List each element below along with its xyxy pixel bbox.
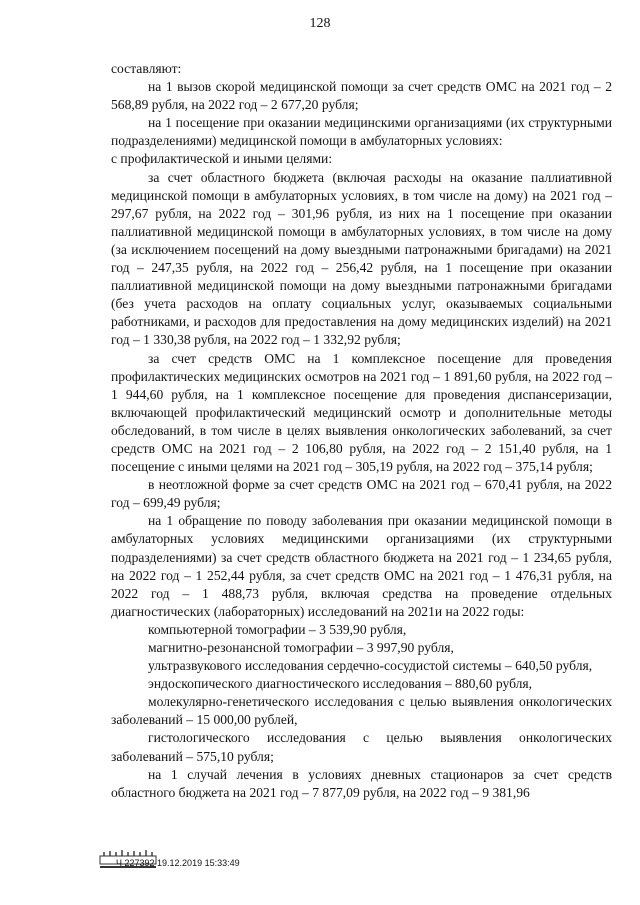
paragraph: на 1 случай лечения в условиях дневных стационаров за счет средств областного бюджета на 2021 год – 7 877,09 рубля, на 2022 год – 9 381,96 [111,766,612,800]
list-item: гистологического исследования с целью выявления онкологических заболеваний – 575,10 рубля; [111,730,612,764]
list-item: магнитно-резонансной томографии – 3 997,90 рубля, [148,640,454,655]
list-item: компьютерной томографии – 3 539,90 рубля, [148,621,407,637]
list-item: ультразвукового исследования сердечно-сосудистой системы – 640,50 рубля, [148,658,593,674]
paragraph: за счет областного бюджета (включая расходы на оказание паллиативной медицинской помощи в амбулаторных условиях, в том числе на дому) на 2021 год – 297,67 рубля, на 2022 год – 301,96 рубля, из них на 1 посещение при оказании паллиативной медицинской помощи в амбулаторных условиях, в том числе на дому (за исключением посещений на дому выездными патронажными бригадами) на 2021 год – 247,35 рубля, на 2022 год – 256,42 рубля, на 1 посещение при оказании паллиативной медицинской помощи на дому выездными патронажными бригадами (без учета расходов на оплату социальных услуг, оказываемых социальными работниками, и расходов для предоставления на дому медицинских изделий) на 2021 год – 1 330,38 рубля, на 2022 год – 1 332,92 рубля; [111,169,612,348]
paragraph: за счет средств ОМС на 1 комплексное посещение для проведения профилактических медицинских осмотров на 2021 год – 1 891,60 рубля, на 2022 год – 1 944,60 рубля, на 1 комплексное посещение для проведения диспансеризации, включающей профилактический медицинский осмотр и дополнительные методы обследований, в том числе в целях выявления онкологических заболеваний, за счет средств ОМС на 2021 год – 2 106,80 рубля, на 2022 год – 2 151,40 рубля, на 1 посещение с иными целями на 2021 год – 305,19 рубля, на 2022 год – 375,14 рубля; [111,350,612,475]
document-body [111,60,612,802]
list-item: эндоскопического диагностического исследования – 880,60 рубля, [148,676,533,692]
page-number: 128 [309,16,331,31]
paragraph: на 1 обращение по поводу заболевания при оказании медицинской помощи в амбулаторных условиях медицинскими организациями (их структурными подразделениями) за счет средств областного бюджета на 2021 год – 1 234,65 рубля, на 2022 год – 1 252,44 рубля, за счет средств ОМС на 2021 год – 1 476,31 рубля, на 2022 год – 1 488,73 рубля, включая средства на проведение отдельных диагностических (лабораторных) исследований на 2021и на 2022 годы: [111,513,612,619]
paragraph: с профилактической и иными целями: [111,151,333,167]
paragraph: составляют: [111,61,182,76]
paragraph: на 1 вызов скорой медицинской помощи за счет средств ОМС на 2021 год – 2 568,89 рубля, на 2022 год – 2 677,20 рубля; [111,79,612,113]
list-item: молекулярно-генетического исследования с целью выявления онкологических заболеваний – 15 000,00 рублей, [111,694,612,728]
paragraph: на 1 посещение при оказании медицинскими организациями (их структурными подразделениями) медицинской помощи в амбулаторных условиях: [111,115,612,149]
document-stamp: Ч 227392 19.12.2019 15:33:49 [116,858,240,868]
paragraph: в неотложной форме за счет средств ОМС на 2021 год – 670,41 рубля, на 2022 год – 699,49 рубля; [111,477,612,511]
